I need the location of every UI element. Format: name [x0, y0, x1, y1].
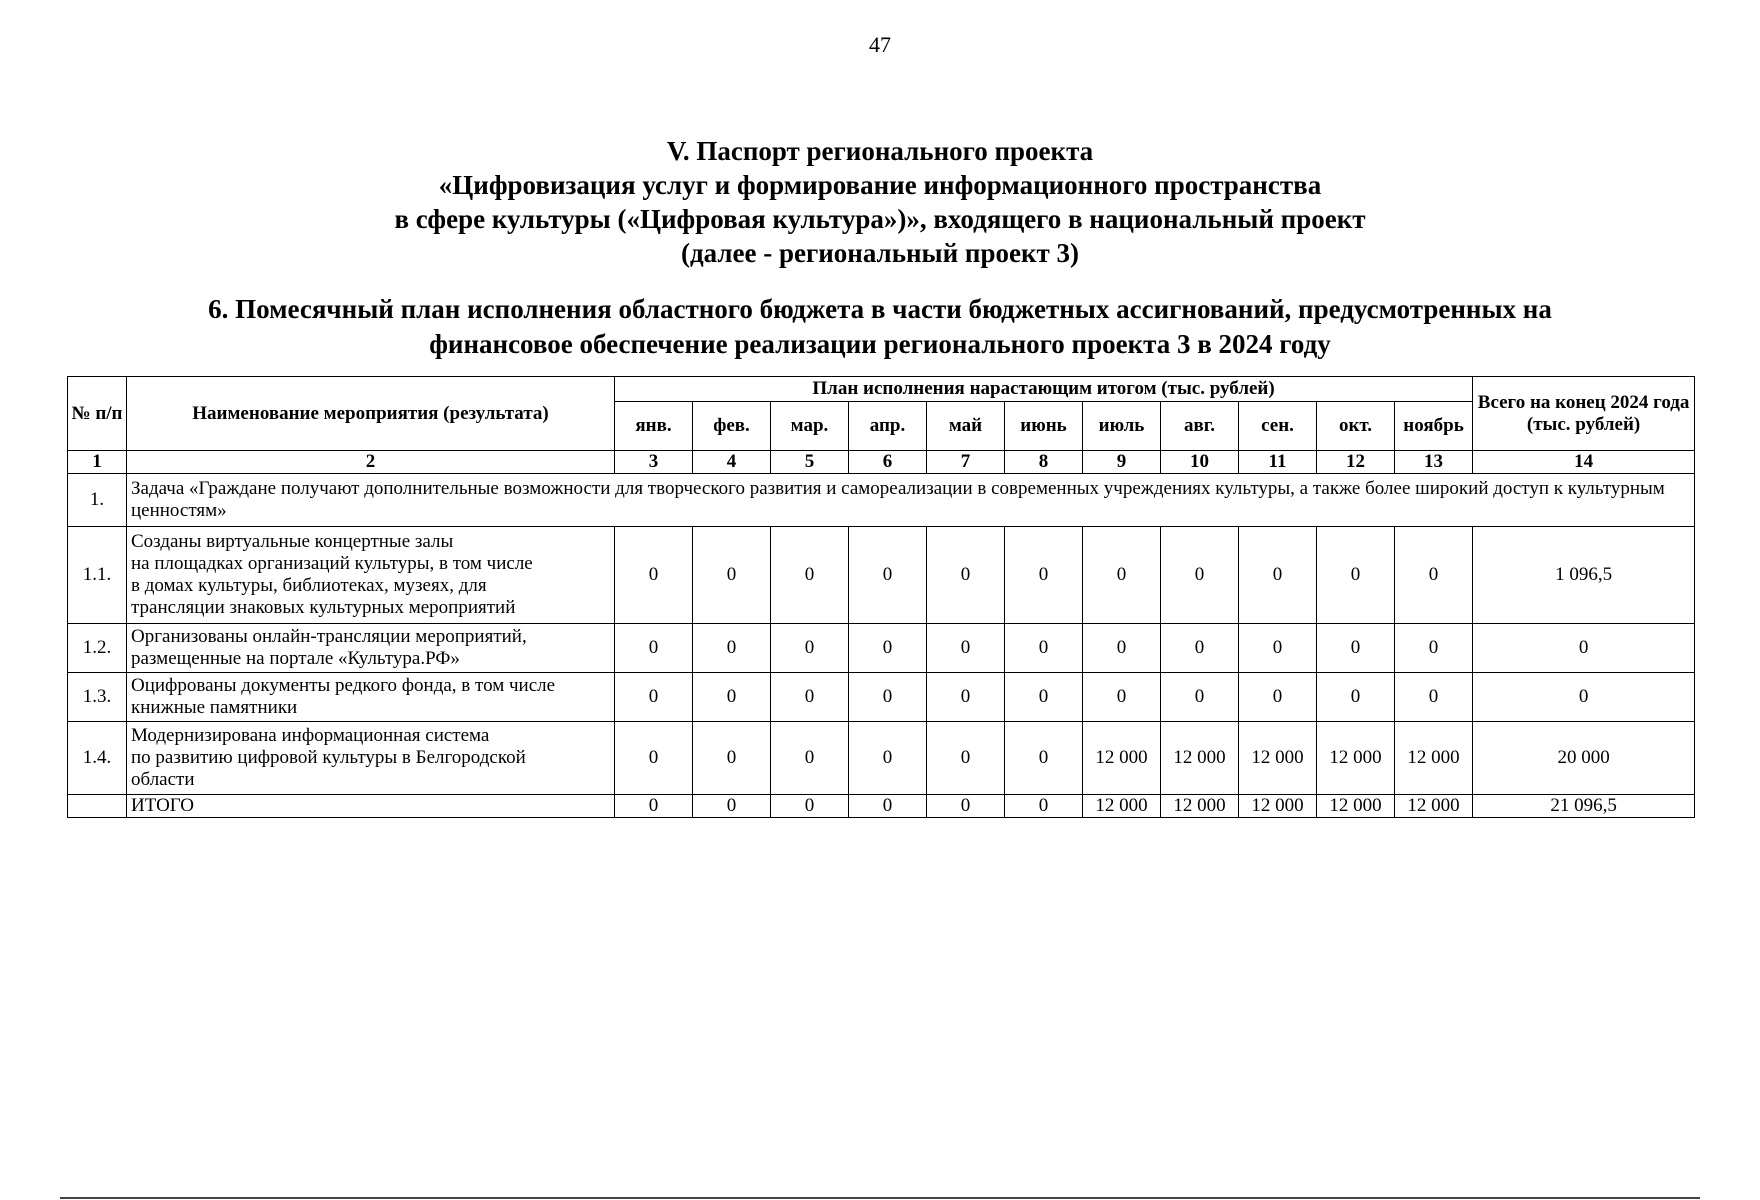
month-value: 0 [1239, 527, 1317, 624]
table-row [68, 624, 1695, 673]
total-month-value: 0 [771, 795, 849, 818]
month-value: 0 [771, 722, 849, 795]
col-header-plan: План исполнения нарастающим итогом (тыс. рублей) [615, 377, 1473, 402]
month-value: 0 [1005, 527, 1083, 624]
column-number: 13 [1395, 451, 1473, 474]
column-number: 11 [1239, 451, 1317, 474]
section-title-line: в сфере культуры («Цифровая культура»)», входящего в национальный проект [394, 204, 1366, 234]
subsection-title-line: финансовое обеспечение реализации регионального проекта 3 в 2024 году [429, 329, 1331, 359]
month-header: окт. [1317, 402, 1395, 451]
row-total: 20 000 [1473, 722, 1695, 795]
column-number: 2 [127, 451, 615, 474]
row-name: Оцифрованы документы редкого фонда, в том числе книжные памятники [127, 673, 615, 722]
page-number: 47 [869, 32, 891, 57]
month-value: 0 [927, 527, 1005, 624]
row-total: 1 096,5 [1473, 527, 1695, 624]
header-row [68, 377, 1695, 402]
column-number: 4 [693, 451, 771, 474]
month-value: 0 [1239, 673, 1317, 722]
table-row [68, 673, 1695, 722]
section-title [0, 134, 1760, 270]
month-header: фев. [693, 402, 771, 451]
column-number: 1 [68, 451, 127, 474]
month-header: июль [1083, 402, 1161, 451]
total-month-value: 0 [1005, 795, 1083, 818]
total-month-value: 12 000 [1161, 795, 1239, 818]
total-month-value: 12 000 [1317, 795, 1395, 818]
month-value: 0 [927, 673, 1005, 722]
column-number: 14 [1473, 451, 1695, 474]
row-num: 1.2. [68, 624, 127, 673]
subsection-title-line: 6. Помесячный план исполнения областного бюджета в части бюджетных ассигнований, предусмотренных на [208, 294, 1552, 324]
month-value: 12 000 [1239, 722, 1317, 795]
row-num: 1.1. [68, 527, 127, 624]
row-total: 0 [1473, 673, 1695, 722]
month-header: авг. [1161, 402, 1239, 451]
total-month-value: 0 [849, 795, 927, 818]
section-title-line: «Цифровизация услуг и формирование информационного пространства [438, 170, 1322, 200]
month-value: 0 [693, 673, 771, 722]
month-value: 12 000 [1083, 722, 1161, 795]
month-value: 0 [1005, 673, 1083, 722]
month-value: 0 [615, 624, 693, 673]
row-name: Организованы онлайн-трансляции мероприятий, размещенные на портале «Культура.РФ» [127, 624, 615, 673]
task-text: Задача «Граждане получают дополнительные возможности для творческого развития и самореализации в современных учреждениях культуры, а также более широкий доступ к культурным ценностям» [127, 474, 1695, 527]
column-number: 12 [1317, 451, 1395, 474]
row-name: Созданы виртуальные концертные залы на площадках организаций культуры, в том числе в домах культуры, библиотеках, музеях, для трансляции знаковых культурных мероприятий [127, 527, 615, 624]
total-month-value: 12 000 [1083, 795, 1161, 818]
total-month-value: 12 000 [1239, 795, 1317, 818]
column-number: 8 [1005, 451, 1083, 474]
subsection-title [60, 292, 1700, 362]
month-value: 0 [1239, 624, 1317, 673]
column-number-row [68, 451, 1695, 474]
month-value: 0 [615, 722, 693, 795]
month-header: май [927, 402, 1005, 451]
month-value: 0 [693, 624, 771, 673]
month-value: 0 [1083, 673, 1161, 722]
column-number: 7 [927, 451, 1005, 474]
month-value: 0 [771, 673, 849, 722]
month-value: 0 [1005, 722, 1083, 795]
month-header: янв. [615, 402, 693, 451]
month-value: 0 [1317, 624, 1395, 673]
column-number: 9 [1083, 451, 1161, 474]
month-value: 0 [1395, 673, 1473, 722]
month-value: 12 000 [1317, 722, 1395, 795]
month-value: 0 [927, 624, 1005, 673]
month-value: 0 [849, 673, 927, 722]
month-value: 0 [615, 527, 693, 624]
month-value: 0 [1161, 673, 1239, 722]
total-row-num [68, 795, 127, 818]
row-total: 0 [1473, 624, 1695, 673]
total-month-value: 0 [927, 795, 1005, 818]
month-value: 12 000 [1395, 722, 1473, 795]
month-value: 0 [1317, 527, 1395, 624]
table-row [68, 527, 1695, 624]
month-header: мар. [771, 402, 849, 451]
month-value: 0 [693, 722, 771, 795]
month-value: 12 000 [1161, 722, 1239, 795]
task-num: 1. [68, 474, 127, 527]
month-header: сен. [1239, 402, 1317, 451]
column-number: 10 [1161, 451, 1239, 474]
col-header-total: Всего на конец 2024 года (тыс. рублей) [1473, 377, 1695, 451]
table-row [68, 722, 1695, 795]
month-value: 0 [1083, 527, 1161, 624]
month-header: июнь [1005, 402, 1083, 451]
month-value: 0 [615, 673, 693, 722]
section-title-line: (далее - региональный проект 3) [680, 238, 1080, 268]
grand-total: 21 096,5 [1473, 795, 1695, 818]
row-num: 1.3. [68, 673, 127, 722]
scan-edge-line [60, 1197, 1700, 1199]
task-row [68, 474, 1695, 527]
total-row [68, 795, 1695, 818]
month-value: 0 [849, 722, 927, 795]
month-value: 0 [1395, 624, 1473, 673]
month-value: 0 [1083, 624, 1161, 673]
month-value: 0 [771, 624, 849, 673]
budget-plan-table [67, 376, 1695, 818]
total-month-value: 12 000 [1395, 795, 1473, 818]
total-month-value: 0 [693, 795, 771, 818]
month-value: 0 [927, 722, 1005, 795]
month-value: 0 [1317, 673, 1395, 722]
total-label: ИТОГО [127, 795, 615, 818]
col-header-name: Наименование мероприятия (результата) [127, 377, 615, 451]
column-number: 5 [771, 451, 849, 474]
section-title-line: V. Паспорт регионального проекта [666, 136, 1094, 166]
month-value: 0 [849, 527, 927, 624]
total-month-value: 0 [615, 795, 693, 818]
month-header: ноябрь [1395, 402, 1473, 451]
month-value: 0 [771, 527, 849, 624]
month-value: 0 [1005, 624, 1083, 673]
row-num: 1.4. [68, 722, 127, 795]
row-name: Модернизирована информационная система по развитию цифровой культуры в Белгородской области [127, 722, 615, 795]
month-header: апр. [849, 402, 927, 451]
month-value: 0 [1161, 527, 1239, 624]
column-number: 6 [849, 451, 927, 474]
month-value: 0 [1161, 624, 1239, 673]
column-number: 3 [615, 451, 693, 474]
month-value: 0 [693, 527, 771, 624]
month-value: 0 [849, 624, 927, 673]
month-value: 0 [1395, 527, 1473, 624]
col-header-num: № п/п [68, 377, 127, 451]
